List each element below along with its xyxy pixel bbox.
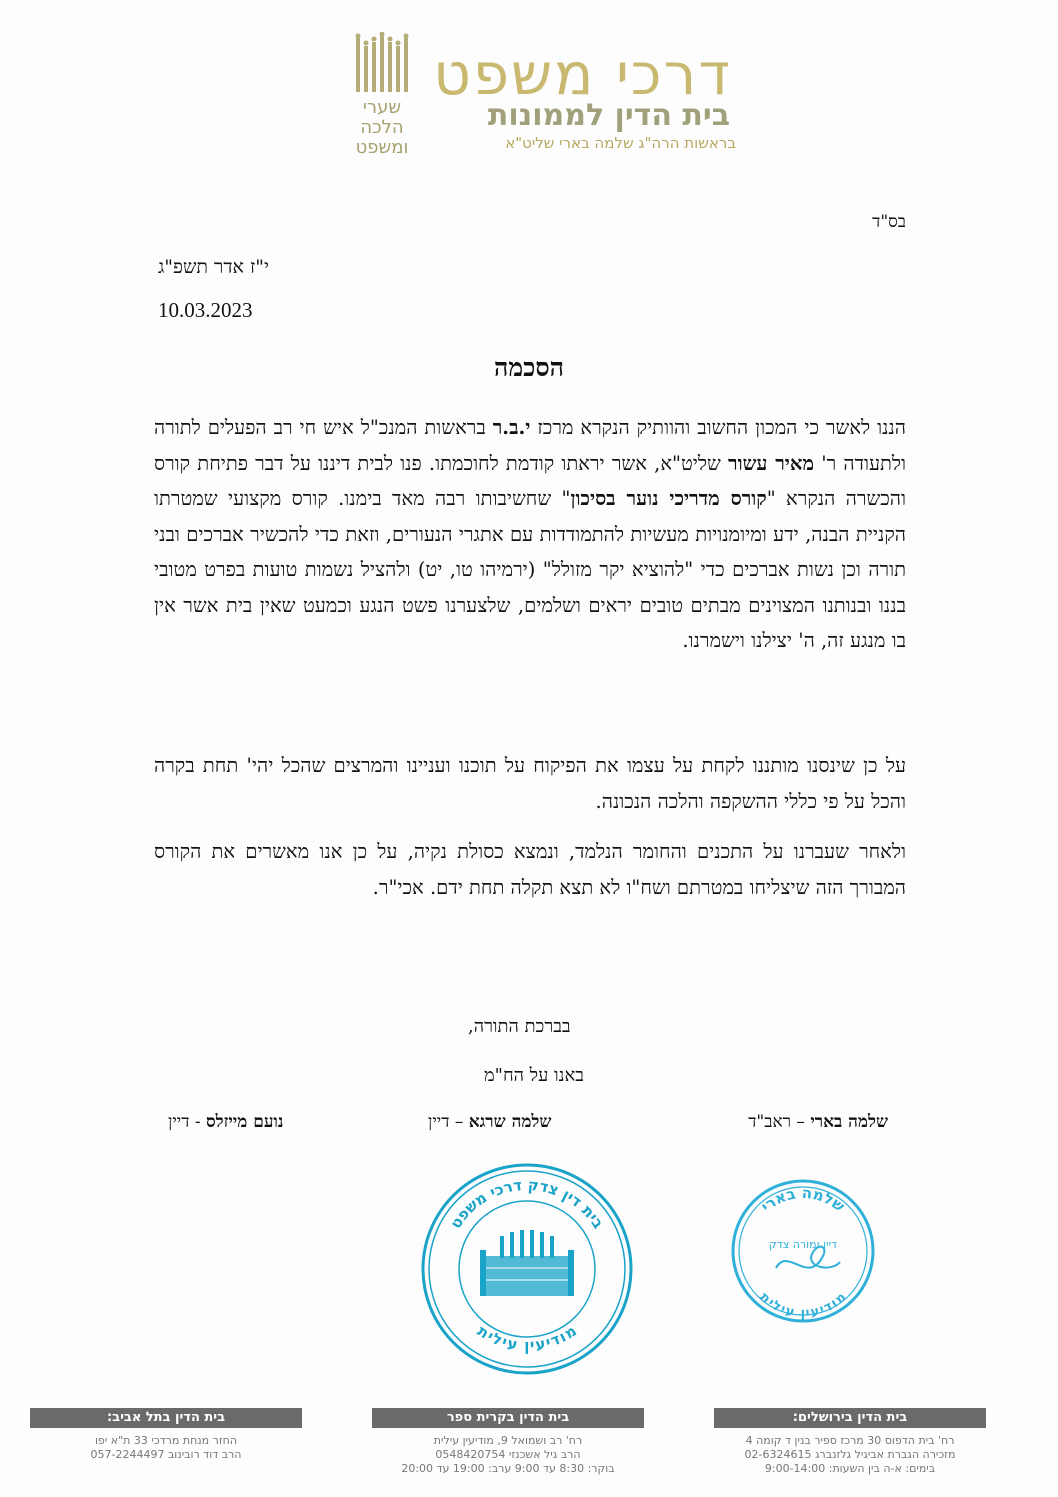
footer-jerusalem-details: [714, 1434, 986, 1476]
logo-title: דרכי משפט: [433, 40, 732, 108]
svg-text:בית דין צדק דרכי משפט: [447, 1176, 608, 1232]
side-logo-line: הלכה: [360, 117, 404, 138]
footer-tab-tel-aviv: בית הדין בתל אביב:: [30, 1408, 302, 1428]
footer-line: רח' רב ושמואל 9, מודיעין עילית: [433, 1434, 583, 1447]
side-logo-text: [352, 98, 412, 158]
signatory-2: [428, 1112, 551, 1132]
signed-line: באנו על הח"מ: [484, 1065, 584, 1086]
footer-line: רח' בית הדפוס 30 מרכז ספיר בנין ד קומה 4: [745, 1434, 955, 1447]
signatory-role: - דיין: [168, 1112, 206, 1132]
footer-line: החזר מנחת מרדכי 33 ת"א יפו: [94, 1434, 238, 1447]
footer-line: בימים: א-ה בין השעות: 9:00-14:00: [764, 1462, 936, 1475]
signatory-name: נועם מייזלס: [205, 1112, 284, 1132]
signatory-name: שלמה שרגא: [468, 1112, 552, 1132]
text-run-bold: מאיר עשור: [728, 451, 815, 475]
side-logo-line: ומשפט: [355, 137, 409, 158]
footer-line: הרב דוד רובינוב 057-2244497: [90, 1448, 242, 1461]
text-run: בראשות המנכ"ל איש חי רב הפעלים לתורה ולתעודה ר': [154, 416, 906, 475]
footer-line: הרב גיל אשכנזי 0548420754: [435, 1448, 581, 1461]
body-paragraph-1: [154, 410, 906, 659]
signatory-role: – דיין: [428, 1112, 469, 1132]
side-logo-line: שערי: [362, 97, 402, 118]
signatory-1: [748, 1112, 888, 1132]
text-run: " שחשיבותו רבה מאד בימנו. קורס מקצועי שמטרתו הקניית הבנה, ידע ומיומנויות מעשיות להתמודדות עם אתגרי הנעורים, וזאת כדי להכשיר אברכים ובני תורה וכן נשות אברכים כדי "להוציא יקר מזולל" (ירמיהו טו, יט) ולהציל נשמות טועות בפרט מטובי בננו ובנותנו המצוינים מבתים טובים יראים ושלמים, שלצערנו פשט הנגע וכמעט שאין בית אשר אין בו מנגע זה, ה' יצילנו וישמרנו.: [154, 487, 906, 652]
text-run: הננו לאשר כי המכון החשוב והוותיק הנקרא מרכז: [530, 416, 906, 439]
personal-stamp-icon: [728, 1176, 878, 1326]
court-stamp-icon: [418, 1160, 636, 1378]
body-paragraph-3: ולאחר שעברנו על התכנים והחומר הנלמד, ונמצא כסולת נקיה, על כן אנו מאשרים את הקורס המבורך הזה שיצליחו במטרתם ושח"ו לא תצא תקלה תחת ידם. אכי"ר.: [154, 840, 906, 899]
stamp-top-text: בית דין צדק דרכי משפט: [446, 1175, 608, 1232]
signatory-3: [168, 1112, 283, 1132]
footer-tel-aviv-details: [30, 1434, 302, 1462]
small-stamp-bottom-text: מודיעין עילית: [756, 1289, 850, 1322]
footer-line: מזכירה הגברת אביגיל גלזנברג 02-6324615: [744, 1448, 956, 1461]
document-title: הסכמה: [493, 353, 565, 382]
bsd-mark: בס"ד: [872, 212, 906, 232]
small-stamp-top-text: שלמה בארי: [757, 1183, 849, 1216]
hebrew-date: י"ז אדר תשפ"ג: [158, 256, 269, 278]
svg-text:מודיעין עילית: [756, 1290, 849, 1321]
logo-subtitle: בית הדין לממונות: [487, 98, 730, 133]
svg-text:מודיעין עילית: [474, 1322, 580, 1355]
text-run-bold: י.ב.ר: [492, 416, 531, 439]
text-run-bold: קורס מדריכי נוער בסיכון: [570, 487, 767, 510]
stamp-bottom-text: מודיעין עילית: [474, 1321, 580, 1355]
logo-tagline: בראשות הרה"ג שלמה בארי שליט"א: [505, 134, 736, 152]
blessing-line: בברכת התורה,: [468, 1016, 571, 1037]
footer-kiryat-sefer-details: [372, 1434, 644, 1476]
signatory-role: – ראב"ד: [748, 1112, 811, 1132]
small-stamp-mid-text: דיין ומורה צדק: [768, 1238, 838, 1251]
signatory-name: שלמה בארי: [810, 1112, 888, 1132]
footer-tab-jerusalem: בית הדין בירושלים:: [714, 1408, 986, 1428]
footer-line: בוקר: 8:30 עד 9:00 ערב: 19:00 עד 20:00: [401, 1462, 615, 1475]
footer-tab-kiryat-sefer: בית הדין בקרית ספר: [372, 1408, 644, 1428]
gregorian-date: 10.03.2023: [158, 298, 253, 322]
body-paragraph-2: על כן שינסנו מותננו לקחת על עצמו את הפיקוח על תוכנו ועניינו והמרצים שהכל יהי' תחת בקרה והכל על פי כללי ההשקפה והלכה הנכונה.: [154, 754, 906, 813]
text-run: שליט"א, אשר יראתו קודמת לחוכמתו. פנו לבית דיננו על דבר פתיחת קורס והכשרה הנקרא ": [154, 451, 907, 510]
